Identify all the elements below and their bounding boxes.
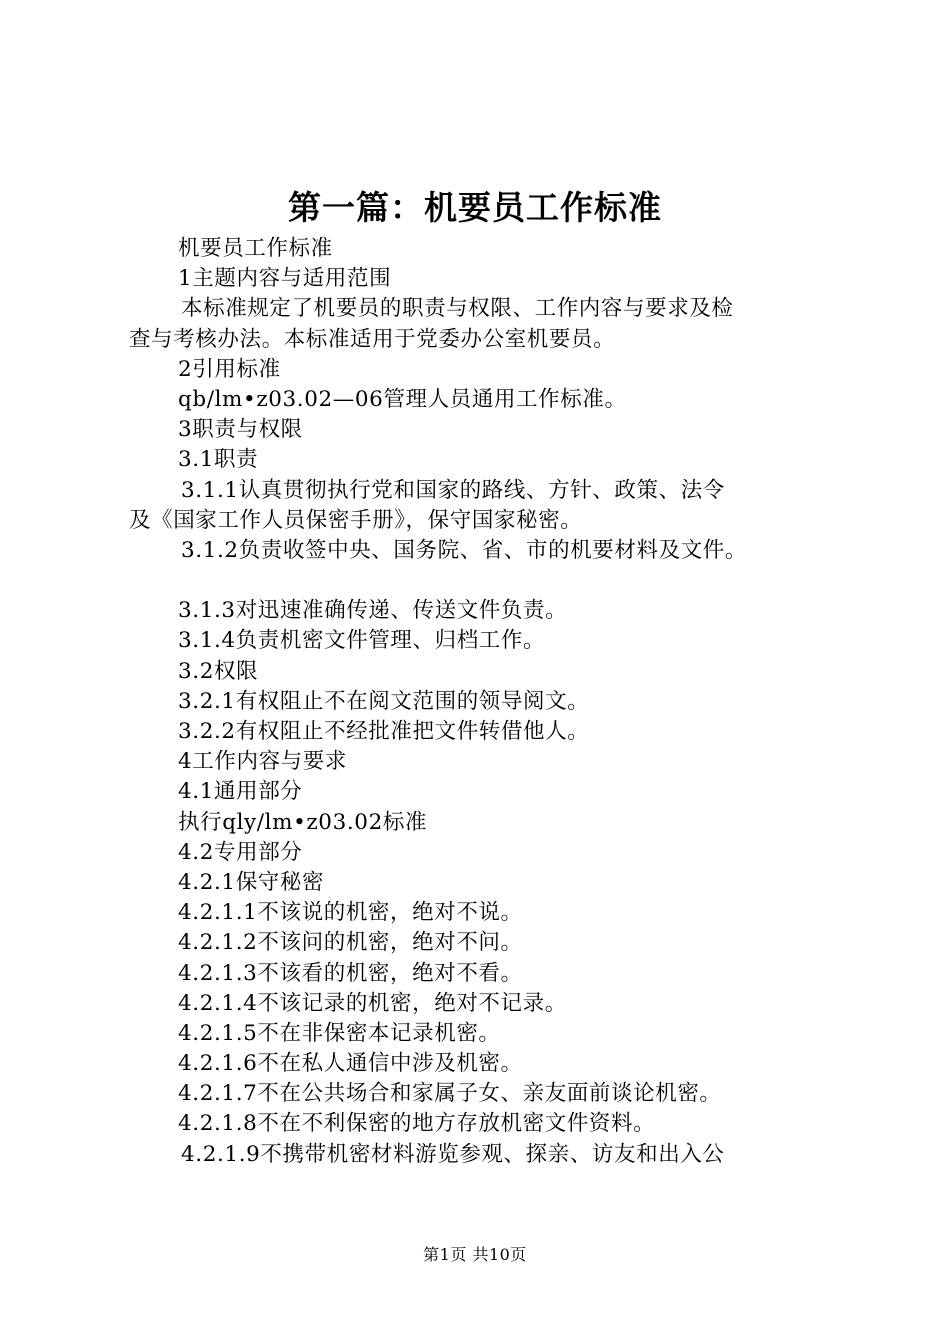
body-line: 3.2权限	[178, 658, 259, 684]
body-line: 4.2.1.7不在公共场合和家属子女、亲友面前谈论机密。	[178, 1081, 722, 1107]
body-line: 4.2.1.6不在私人通信中涉及机密。	[178, 1051, 523, 1077]
body-line: 4.2.1.4不该记录的机密，绝对不记录。	[178, 990, 567, 1016]
body-line: 机要员工作标准	[178, 236, 333, 261]
body-line: 4.2.1.9不携带机密材料游览参观、探亲、访友和出入公	[181, 1141, 725, 1167]
body-line: 3.2.2有权阻止不经批准把文件转借他人。	[178, 719, 590, 744]
body-line: 4.2.1.2不该问的机密，绝对不问。	[178, 930, 523, 956]
body-line: 执行qly/lm•z03.02标准	[178, 809, 428, 835]
body-line: 1主题内容与适用范围	[178, 266, 392, 292]
body-line: 2引用标准	[178, 356, 281, 382]
page-footer: 第1页 共10页	[423, 1245, 527, 1264]
body-line: 3.1.1认真贯彻执行党和国家的路线、方针、政策、法令	[181, 477, 725, 503]
body-line: 3.1.4负责机密文件管理、归档工作。	[178, 628, 546, 654]
body-line: 及《国家工作人员保密手册》，保守国家秘密。	[129, 507, 583, 533]
body-line: 4.2.1.8不在不利保密的地方存放机密文件资料。	[178, 1111, 656, 1137]
body-line: 本标准规定了机要员的职责与权限、工作内容与要求及检	[181, 296, 734, 322]
body-line: 4工作内容与要求	[178, 749, 347, 775]
body-line: 3.1.2负责收签中央、国务院、省、市的机要材料及文件。	[181, 537, 748, 563]
body-line: 4.2专用部分	[178, 839, 303, 865]
body-line: 4.2.1.1不该说的机密，绝对不说。	[178, 900, 523, 926]
body-line: 3.2.1有权阻止不在阅文范围的领导阅文。	[178, 688, 590, 714]
body-line: 4.2.1保守秘密	[178, 869, 325, 895]
body-line: qb/lm•z03.02—06管理人员通用工作标准。	[178, 386, 627, 412]
body-line: 4.2.1.3不该看的机密，绝对不看。	[178, 960, 523, 986]
body-line: 3.1.3对迅速准确传递、传送文件负责。	[178, 598, 568, 624]
blank-line	[129, 566, 849, 596]
body-line: 4.1通用部分	[178, 779, 303, 805]
body-line: 3.1职责	[178, 447, 259, 473]
body-line: 3职责与权限	[178, 417, 303, 443]
body-line: 4.2.1.5不在非保密本记录机密。	[178, 1020, 501, 1046]
body-line: 查与考核办法。本标准适用于党委办公室机要员。	[129, 326, 616, 352]
document-body	[129, 234, 849, 1170]
document-title: 第一篇：机要员工作标准	[288, 188, 662, 227]
